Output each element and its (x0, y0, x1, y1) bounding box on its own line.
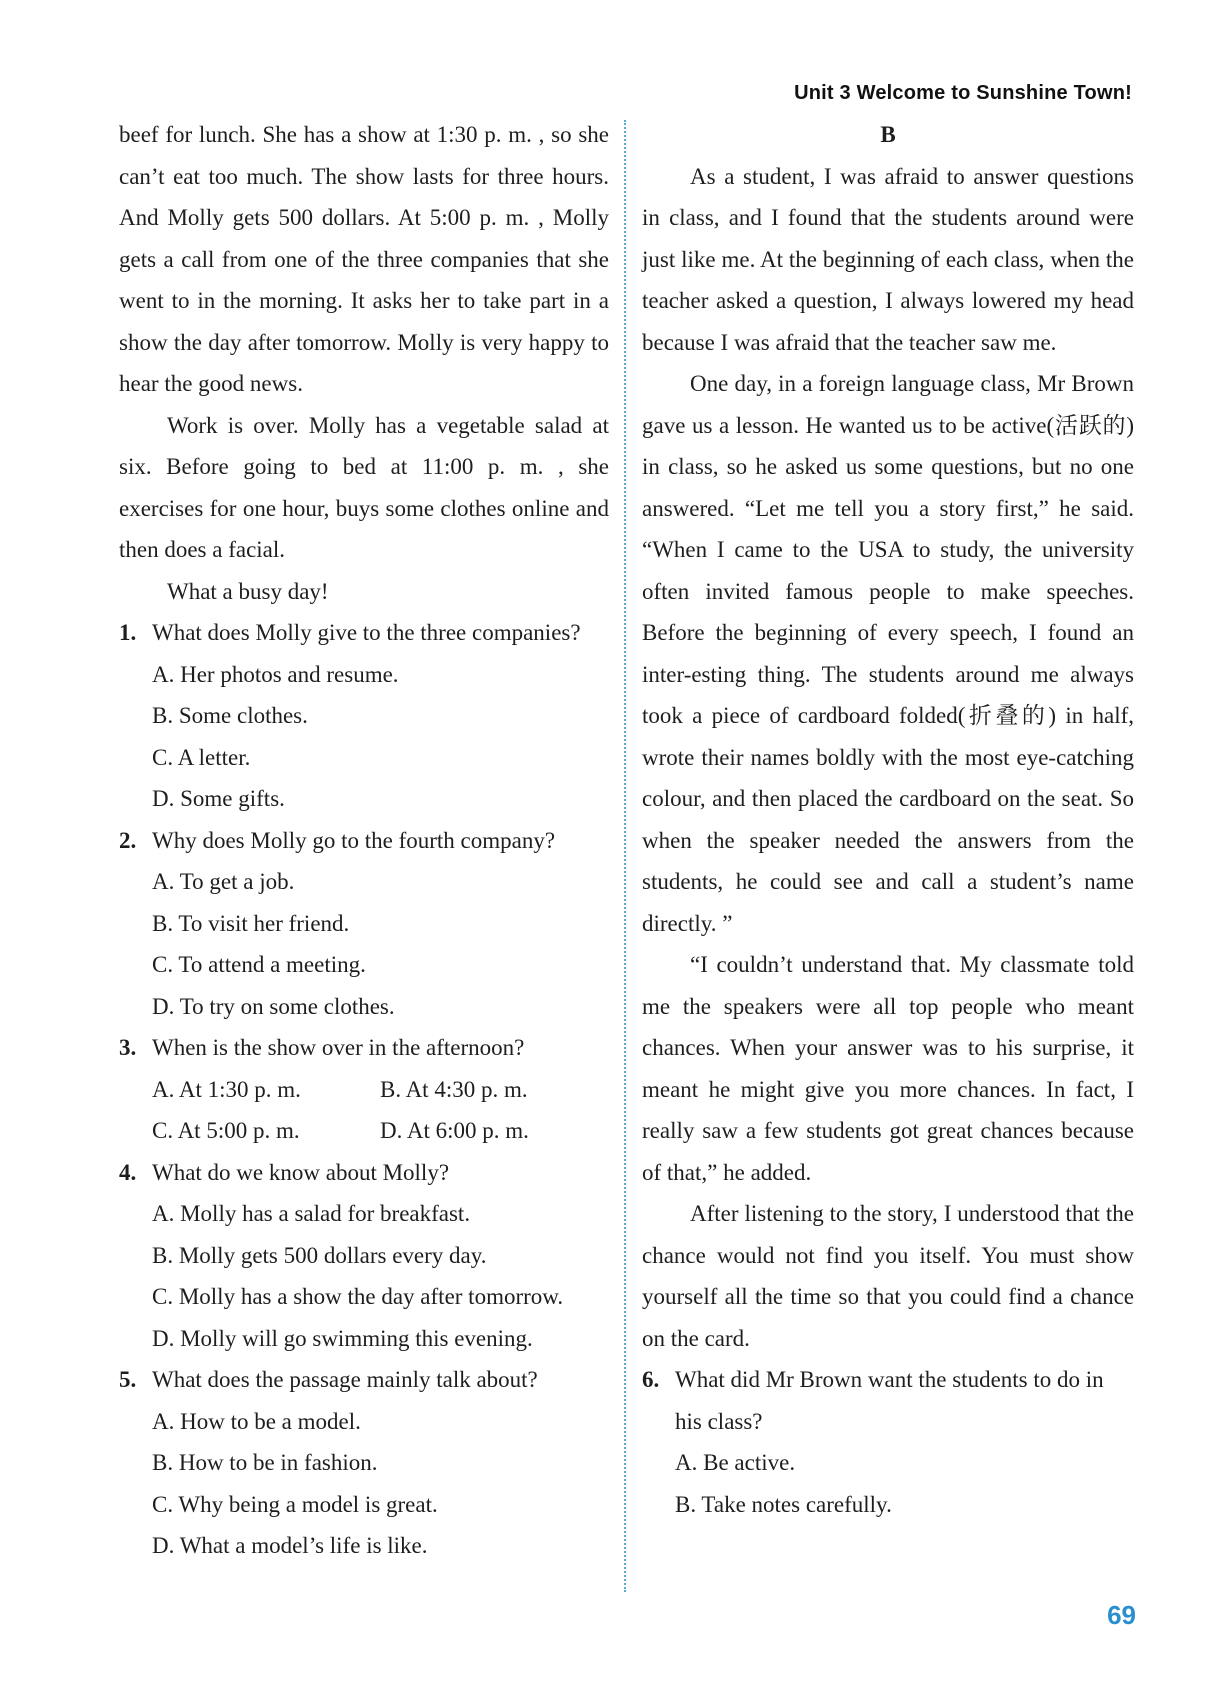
option: D. Some gifts. (152, 786, 285, 811)
question-2 (119, 820, 609, 862)
option: B. At 4:30 p. m. (380, 1076, 528, 1102)
question-number: 2. (119, 827, 137, 853)
option: A. Molly has a salad for breakfast. (152, 1201, 471, 1226)
question-number: 5. (119, 1367, 137, 1392)
option: D. What a model’s life is like. (152, 1533, 428, 1558)
option: B. Molly gets 500 dollars every day. (152, 1242, 487, 1268)
option: A. To get a job. (152, 869, 295, 894)
question-1 (119, 612, 609, 654)
option: C. At 5:00 p. m. (152, 1118, 300, 1143)
question-3 (119, 1027, 609, 1069)
option: B. Take notes carefully. (675, 1491, 892, 1517)
option: C. Molly has a show the day after tomorrow. (152, 1284, 564, 1309)
option-row (119, 1069, 609, 1111)
option: A. How to be a model. (152, 1408, 361, 1434)
option: B. To visit her friend. (152, 910, 350, 936)
passage-paragraph: After listening to the story, I understood that the chance would not find you itself. You must show yourself all the time so that you could find a chance on the card. (642, 1201, 1134, 1351)
option: D. At 6:00 p. m. (380, 1118, 529, 1143)
question-text: Why does Molly go to the fourth company? (152, 827, 556, 853)
option: A. Be active. (675, 1450, 796, 1475)
option-row (119, 1110, 609, 1152)
passage-paragraph: beef for lunch. She has a show at 1:30 p. m. , so she can’t eat too much. The show lasts for three hours. And Molly gets 500 dollars. At 5:00 p. m. , Molly gets a call from one of the three companies that she went to in the morning. It asks her to take part in a show the day after tomorrow. Molly is very happy to hear the good news. (119, 122, 609, 396)
question-6 (642, 1359, 1134, 1442)
section-label: B (880, 122, 896, 147)
right-column (642, 114, 1134, 1525)
question-number: 6. (642, 1367, 660, 1392)
option: C. Why being a model is great. (152, 1491, 438, 1517)
passage-paragraph: One day, in a foreign language class, Mr Brown gave us a lesson. He wanted us to be active(活跃的) in class, so he asked us some questions, but no one answered. “Let me tell you a story first,” he said. “When I came to the USA to study, the university often invited famous people to make speeches. Before the beginning of every speech, I found an inter-esting thing. The students around me always took a piece of cardboard folded(折叠的) in half, wrote their names boldly with the most eye-catching colour, and then placed the cardboard on the seat. So when the speaker needed the answers from the students, he could see and call a student’s name directly. ” (642, 371, 1134, 936)
question-number: 3. (119, 1035, 137, 1060)
question-text: What does Molly give to the three companies? (152, 620, 581, 645)
option: C. To attend a meeting. (152, 952, 366, 977)
option: B. How to be in fashion. (152, 1450, 378, 1475)
passage-paragraph: What a busy day! (167, 578, 329, 604)
passage-paragraph: “I couldn’t understand that. My classmate told me the speakers were all top people who meant chances. When your answer was to his surprise, it meant he might give you more chances. In fact, I really saw a few students got great chances because of that,” he added. (642, 952, 1134, 1185)
option: D. To try on some clothes. (152, 993, 395, 1019)
question-text: What does the passage mainly talk about? (152, 1367, 538, 1392)
question-5 (119, 1359, 609, 1401)
column-divider (624, 120, 626, 1592)
passage-paragraph: Work is over. Molly has a vegetable salad at six. Before going to bed at 11:00 p. m. , she exercises for one hour, buys some clothes online and then does a facial. (119, 412, 609, 562)
question-text: What do we know about Molly? (152, 1159, 450, 1185)
question-number: 1. (119, 620, 137, 645)
page-number: 69 (1107, 1600, 1136, 1630)
option: A. Her photos and resume. (152, 661, 399, 687)
unit-header: Unit 3 Welcome to Sunshine Town! (794, 82, 1132, 104)
option: C. A letter. (152, 744, 251, 770)
question-text: What did Mr Brown want the students to do in his class? (675, 1367, 1104, 1434)
option: A. At 1:30 p. m. (152, 1076, 301, 1102)
passage-paragraph: As a student, I was afraid to answer questions in class, and I found that the students around were just like me. At the beginning of each class, when the teacher asked a question, I always lowered my head because I was afraid that the teacher saw me. (642, 163, 1134, 355)
option: D. Molly will go swimming this evening. (152, 1325, 533, 1351)
option: B. Some clothes. (152, 703, 308, 728)
question-text: When is the show over in the afternoon? (152, 1035, 525, 1060)
question-number: 4. (119, 1159, 137, 1185)
left-column (119, 114, 609, 1567)
question-4 (119, 1152, 609, 1194)
